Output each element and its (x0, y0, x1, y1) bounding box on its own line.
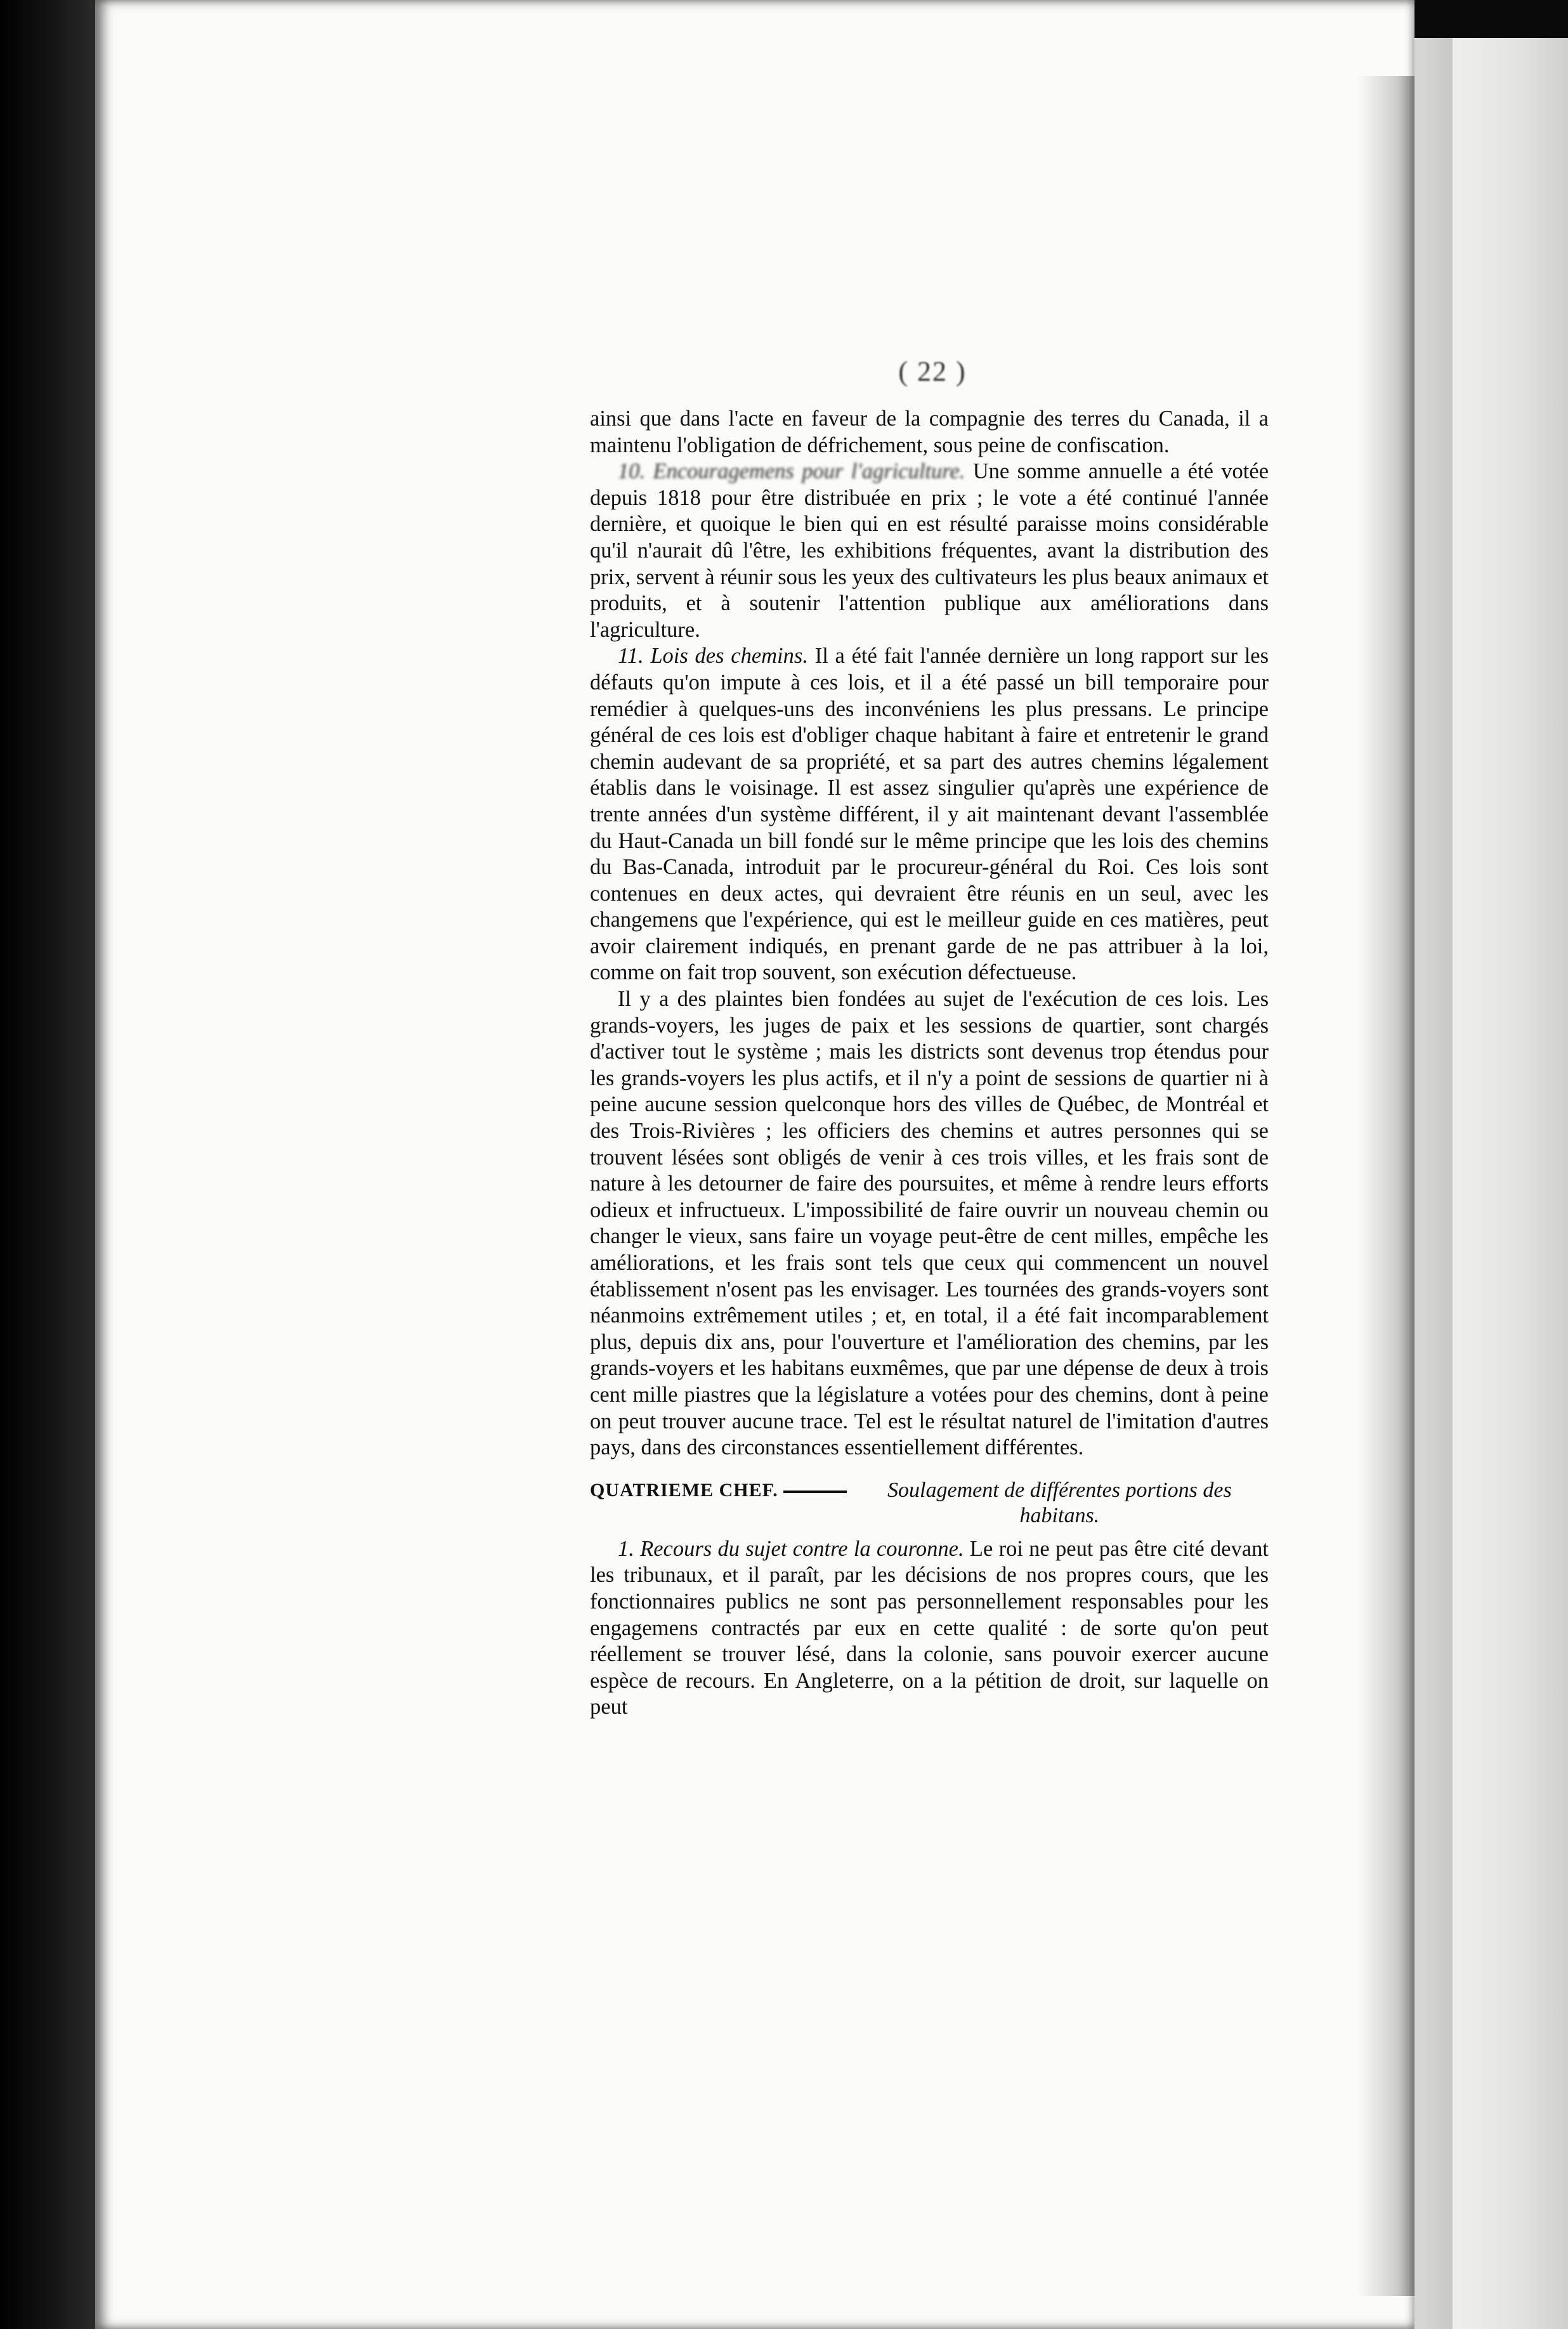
underlying-page-inner (1453, 38, 1568, 2329)
paragraph-chemins (590, 643, 1269, 986)
plaintes-text: Il y a des plaintes bien fondées au sujet de l'exécution de ces lois. Les grands-voyers, les juges de paix et les sessions de quartier, sont chargés d'activer tout le système ; mais les districts sont devenus trop étendus pour les grands-voyers les plus actifs, et il n'y a point de sessions de quartier ni à peine aucune session quelconque hors des villes de Québec, de Montréal et des Trois-Rivières ; les officiers des chemins et autres personnes qui se trouvent lésées sont obligés de venir à ces trois villes, et les frais sont de nature à les detourner de faire des poursuites, et même à rendre leurs efforts odieux et infructueux. L'impossibilité de faire ouvrir un nouveau chemin ou changer le vieux, sans faire un voyage peut-être de cent milles, empêche les améliorations, et les frais sont tels que ceux qui commencent un nouvel établissement n'osent pas les envisager. Les tournées des grands-voyers sont néanmoins extrêmement utiles ; et, en total, il a été fait incomparablement plus, depuis dix ans, pour l'ouverture et l'amélioration des chemins, par les grands-voyers et les habitans euxmêmes, que par une dépense de deux à trois cent mille piastres que la législature a votées pour des chemins, dont à peine on peut trouver aucune trace. Tel est le résultat naturel de l'imitation d'autres pays, dans des circonstances essentiellement différentes. (590, 987, 1269, 1460)
paragraph-agriculture (590, 459, 1269, 643)
section-heading-agriculture: 10. Encouragemens pour l'agriculture. (618, 459, 965, 484)
paragraph-recours (590, 1536, 1269, 1721)
page-number: ( 22 ) (898, 356, 967, 387)
body-text (590, 406, 1269, 1721)
section-heading-recours: 1. Recours du sujet contre la couronne. (618, 1536, 964, 1561)
section-heading-chemins: 11. Lois des chemins. (618, 644, 808, 669)
chapter-dash (783, 1478, 847, 1493)
paragraph-plaintes (590, 986, 1269, 1461)
paragraph-continuation (590, 406, 1269, 459)
page-fold-shadow (1357, 76, 1414, 2296)
agriculture-text: Une somme annuelle a été votée depuis 1818 pour être distribuée en prix ; le vote a été continué l'année dernière, et quoique le bien qui en est résulté paraisse moins considérable qu'il n'aurait dû l'être, les exhibitions fréquentes, avant la distribution des prix, servent à réunir sous les yeux des cultivateurs les plus beaux animaux et produits, et à soutenir l'attention publique aux améliorations dans l'agriculture. (590, 459, 1269, 642)
chapter-label: QUATRIEME CHEF. (590, 1479, 778, 1501)
chapter-title: Soulagement de différentes portions des habitans. (887, 1478, 1232, 1527)
continuation-text: ainsi que dans l'acte en faveur de la compagnie des terres du Canada, il a maintenu l'obligation de défrichement, sous peine de confiscation. (590, 407, 1269, 457)
recours-text: Le roi ne peut pas être cité devant les tribunaux, et il paraît, par les décisions de nos propres cours, que les fonctionnaires publics ne sont pas personnellement responsables pour les engagemens contractés par eux en cette qualité : de sorte qu'on peut réellement se trouver lésé, dans la colonie, sans pouvoir exercer aucune espèce de recours. En Angleterre, on a la pétition de droit, sur laquelle on peut (590, 1536, 1269, 1719)
chapter-heading (590, 1478, 1269, 1529)
scan-border-left (0, 0, 95, 2329)
chemins-text: Il a été fait l'année dernière un long rapport sur les défauts qu'on impute à ces lois, et il a été passé un bill temporaire pour remédier à quelques-uns des inconvéniens les plus pressans. Le principe général de ces lois est d'obliger chaque habitant à faire et entretenir le grand chemin audevant de sa propriété, et sa part des autres chemins légalement établis dans le voisinage. Il est assez singulier qu'après une expérience de trente années d'un système différent, il y ait maintenant devant l'assemblée du Haut-Canada un bill fondé sur le même principe que les lois des chemins du Bas-Canada, introduit par le procureur-général du Roi. Ces lois sont contenues en deux actes, qui devraient être réunis en un seul, avec les changemens que l'expérience, qui est le meilleur guide en ces matières, peut avoir clairement indiqués, en prenant garde de ne pas attribuer à la loi, comme on fait trop souvent, son exécution défectueuse. (590, 644, 1269, 985)
